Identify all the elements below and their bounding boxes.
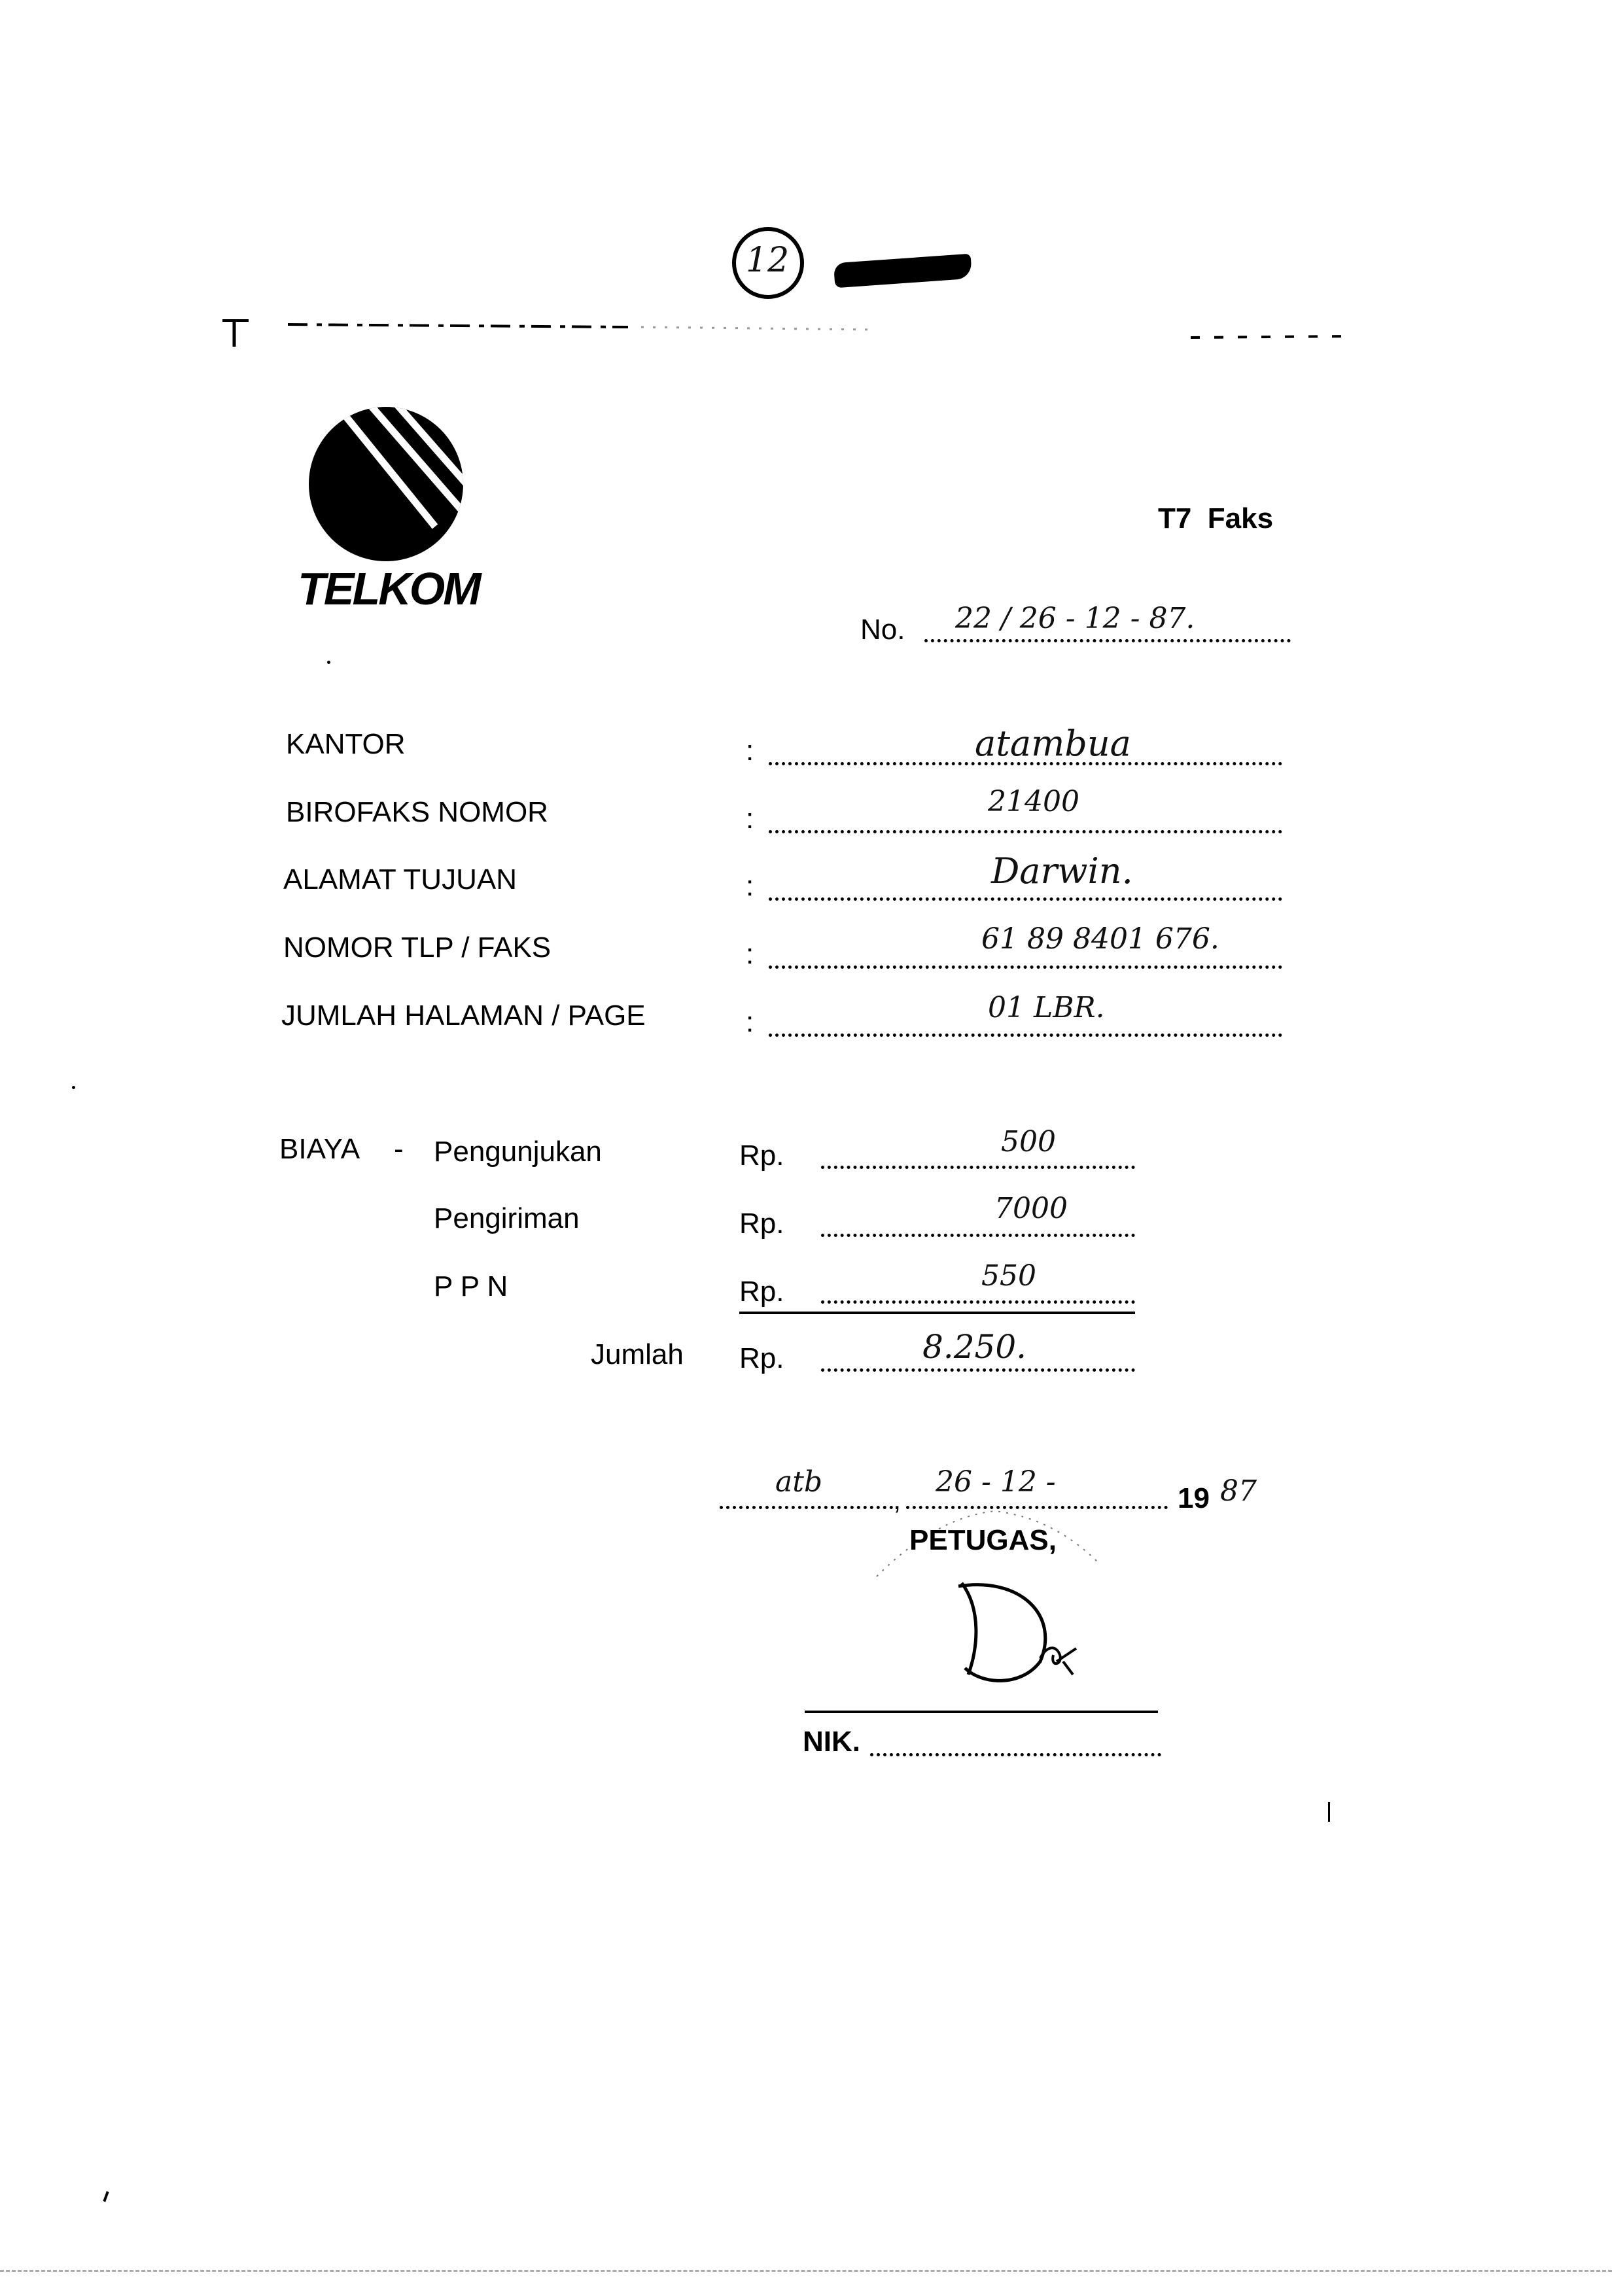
jumlah-currency: Rp. bbox=[739, 1342, 784, 1374]
kantor-value: atambua bbox=[975, 723, 1131, 764]
jumlah-halaman-value: 01 LBR. bbox=[988, 991, 1105, 1024]
telkom-logo-icon bbox=[304, 402, 468, 566]
no-label: No. bbox=[860, 614, 905, 646]
redaction-mark bbox=[833, 254, 972, 288]
bottom-edge-line bbox=[0, 2270, 1612, 2272]
pengiriman-underline bbox=[821, 1234, 1135, 1237]
nomor-tlp-label: NOMOR TLP / FAKS bbox=[283, 931, 552, 964]
kantor-label: KANTOR bbox=[286, 728, 406, 760]
pengiriman-value: 7000 bbox=[994, 1192, 1068, 1225]
jumlah-halaman-colon: : bbox=[746, 1006, 754, 1038]
nik-label: NIK. bbox=[803, 1726, 860, 1758]
nomor-tlp-value: 61 89 8401 676. bbox=[981, 922, 1219, 956]
subtotal-rule bbox=[739, 1312, 1135, 1314]
alamat-label: ALAMAT TUJUAN bbox=[283, 863, 517, 896]
signature-mark bbox=[942, 1570, 1093, 1694]
date-value: 26 - 12 - bbox=[936, 1465, 1056, 1499]
pengunjukan-currency: Rp. bbox=[739, 1139, 784, 1172]
pengunjukan-underline bbox=[821, 1166, 1135, 1169]
birofaks-colon: : bbox=[746, 803, 754, 835]
no-value: 22 / 26 - 12 - 87. bbox=[955, 602, 1195, 635]
nik-underline bbox=[870, 1753, 1161, 1756]
alamat-underline bbox=[769, 897, 1282, 901]
jumlah-halaman-label: JUMLAH HALAMAN / PAGE bbox=[281, 1000, 646, 1032]
nomor-tlp-colon: : bbox=[746, 938, 754, 970]
ppn-currency: Rp. bbox=[739, 1276, 784, 1308]
ppn-value: 550 bbox=[981, 1259, 1036, 1293]
place-value: atb bbox=[775, 1465, 823, 1499]
year-suffix: 87 bbox=[1220, 1474, 1257, 1508]
nomor-tlp-underline bbox=[769, 965, 1282, 969]
pengunjukan-value: 500 bbox=[1001, 1125, 1056, 1158]
ppn-underline bbox=[821, 1300, 1135, 1304]
form-code: T7 Faks bbox=[1158, 502, 1274, 534]
kantor-colon: : bbox=[746, 735, 754, 767]
pengunjukan-label: Pengunjukan bbox=[434, 1136, 602, 1168]
jumlah-halaman-underline bbox=[769, 1034, 1282, 1037]
stamp-number: 12 bbox=[746, 241, 790, 280]
biaya-dash: - bbox=[394, 1133, 404, 1165]
jumlah-label: Jumlah bbox=[591, 1338, 684, 1370]
signature-line bbox=[805, 1711, 1158, 1713]
biaya-label: BIAYA bbox=[279, 1133, 360, 1165]
birofaks-underline bbox=[769, 830, 1282, 833]
alamat-value: Darwin. bbox=[991, 850, 1133, 892]
scan-speck bbox=[327, 661, 330, 664]
pengiriman-currency: Rp. bbox=[739, 1208, 784, 1240]
scan-speck bbox=[72, 1086, 75, 1089]
scan-speck bbox=[103, 2191, 109, 2202]
jumlah-underline bbox=[821, 1368, 1135, 1372]
birofaks-value: 21400 bbox=[988, 785, 1079, 818]
ppn-label: P P N bbox=[434, 1270, 508, 1302]
pengiriman-label: Pengiriman bbox=[434, 1202, 580, 1234]
birofaks-label: BIROFAKS NOMOR bbox=[286, 796, 548, 828]
jumlah-value: 8.250. bbox=[922, 1328, 1027, 1366]
petugas-label: PETUGAS, bbox=[909, 1524, 1057, 1556]
top-separator bbox=[222, 307, 1348, 347]
no-underline bbox=[924, 639, 1291, 642]
place-comma: , bbox=[893, 1484, 902, 1516]
alamat-colon: : bbox=[746, 870, 754, 902]
year-prefix: 19 bbox=[1178, 1482, 1210, 1514]
telkom-brand: TELKOM bbox=[298, 563, 480, 614]
scan-speck bbox=[1328, 1802, 1330, 1822]
